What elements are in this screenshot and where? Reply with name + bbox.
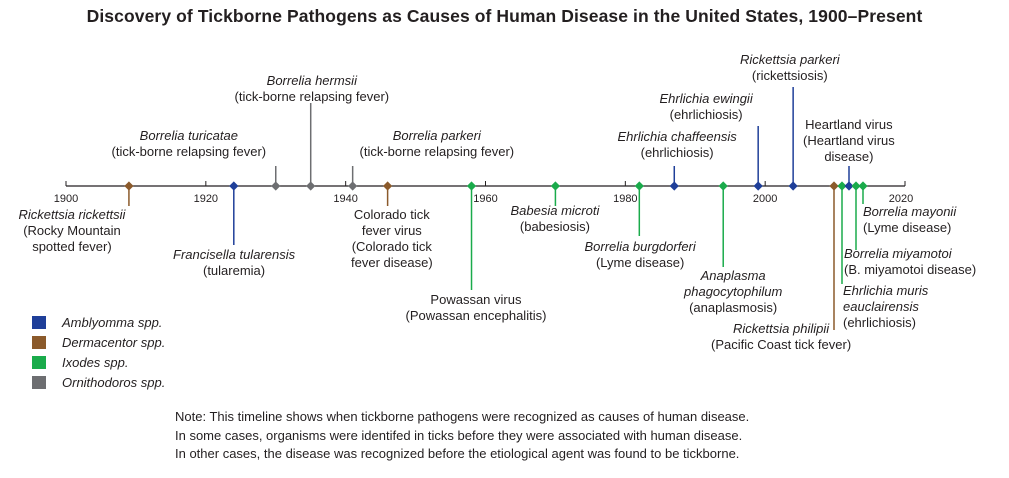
disease-name: (tick-borne relapsing fever) <box>111 144 267 159</box>
event-marker <box>124 181 133 190</box>
axis-tick-label: 1900 <box>53 193 79 205</box>
event-marker <box>754 181 763 190</box>
disease-name: Powassan virus <box>430 292 522 307</box>
disease-name: (tularemia) <box>202 263 266 278</box>
pathogen-name: Francisella tularensis <box>173 247 296 262</box>
legend-swatch-dermacentor <box>32 336 46 349</box>
event-label <box>618 129 737 161</box>
legend-item-ornithodoros <box>32 372 165 392</box>
footnote-line: In some cases, organisms were identifed in ticks before they were associated with human disease. <box>175 427 743 443</box>
pathogen-name: Rickettsia rickettsii <box>18 207 126 222</box>
footnote-line: Note: This timeline shows when tickborne pathogens were recognized as causes of human disease. <box>175 409 750 424</box>
axis-tick-label: 1940 <box>333 193 358 205</box>
event-label <box>112 128 267 160</box>
event-marker <box>789 181 798 190</box>
disease-name: (Heartland virus <box>803 133 895 148</box>
event-label <box>585 239 696 271</box>
disease-name: spotted fever) <box>32 239 112 254</box>
pathogen-name: Ehrlichia chaffeensis <box>617 129 737 144</box>
event-marker <box>383 181 392 190</box>
event-label <box>844 246 976 278</box>
event-label <box>511 203 600 235</box>
disease-name: (Powassan encephalitis) <box>405 308 547 323</box>
disease-name: (tick-borne relapsing fever) <box>359 144 515 159</box>
event-marker <box>467 181 476 190</box>
pathogen-name: Babesia microti <box>510 203 600 218</box>
event-marker <box>229 181 238 190</box>
disease-name: (rickettsiosis) <box>751 68 828 83</box>
legend-item-ixodes <box>32 352 165 372</box>
pathogen-name: Rickettsia philipii <box>733 321 830 336</box>
event-label <box>684 268 782 316</box>
event-label <box>360 128 515 160</box>
legend-label: Amblyomma spp. <box>62 314 163 330</box>
pathogen-name: Borrelia parkeri <box>392 128 481 143</box>
disease-name: Heartland virus <box>805 117 893 132</box>
legend-swatch-amblyomma <box>32 316 46 329</box>
legend-swatch-ornithodoros <box>32 376 46 389</box>
axis-tick-label: 1920 <box>193 193 219 205</box>
disease-name: fever virus <box>361 223 422 238</box>
event-label <box>660 91 753 123</box>
event-marker <box>551 181 560 190</box>
event-label <box>863 204 956 236</box>
axis-tick-label: 1960 <box>473 193 498 205</box>
disease-name: (Lyme disease) <box>863 220 952 235</box>
disease-name: disease) <box>824 149 874 164</box>
event-label <box>711 321 851 353</box>
pathogen-name: Borrelia miyamotoi <box>844 246 952 261</box>
legend-label: Dermacentor spp. <box>62 334 166 350</box>
disease-name: (Lyme disease) <box>595 255 685 270</box>
footnote <box>175 408 749 464</box>
axis-tick-label: 2020 <box>888 193 914 205</box>
event-label <box>173 247 295 279</box>
event-marker <box>858 181 867 190</box>
axis-tick-label: 2000 <box>752 193 778 205</box>
event-marker <box>306 181 315 190</box>
pathogen-name: Borrelia mayonii <box>863 204 957 219</box>
disease-name: (tick-borne relapsing fever) <box>234 89 390 104</box>
event-marker <box>635 181 644 190</box>
page-title: Discovery of Tickborne Pathogens as Causes of Human Disease in the United States, 1900–Present <box>86 6 923 26</box>
legend-swatch-ixodes <box>32 356 46 369</box>
event-marker <box>829 181 838 190</box>
disease-name: (anaplasmosis) <box>689 300 778 315</box>
footnote-line: In other cases, the disease was recognized before the etiological agent was found to be tickborne. <box>175 446 740 461</box>
legend-item-amblyomma <box>32 312 165 332</box>
event-marker <box>348 181 357 190</box>
event-label <box>406 292 547 324</box>
legend-label: Ornithodoros spp. <box>62 374 166 390</box>
event-label <box>19 207 126 255</box>
axis-tick-label: 1980 <box>613 193 638 205</box>
legend-label: Ixodes spp. <box>62 354 129 370</box>
pathogen-name: eauclairensis <box>843 299 919 314</box>
pathogen-name: Borrelia burgdorferi <box>584 239 696 254</box>
disease-name: (babesiosis) <box>519 219 590 234</box>
pathogen-name: Ehrlichia ewingii <box>659 91 753 106</box>
pathogen-name: phagocytophilum <box>684 284 783 299</box>
pathogen-name: Rickettsia parkeri <box>740 52 840 67</box>
disease-name: Colorado tick <box>353 207 430 222</box>
pathogen-name: Ehrlichia muris <box>843 283 929 298</box>
disease-name: (ehrlichiosis) <box>843 315 916 330</box>
event-label <box>351 207 433 271</box>
disease-name: (ehrlichiosis) <box>669 107 743 122</box>
event-marker <box>271 181 280 190</box>
disease-name: (Pacific Coast tick fever) <box>711 337 852 352</box>
event-label <box>843 283 928 331</box>
event-marker <box>670 181 679 190</box>
disease-name: fever disease) <box>351 255 433 270</box>
legend-item-dermacentor <box>32 332 165 352</box>
pathogen-name: Borrelia hermsii <box>266 73 357 88</box>
pathogen-name: Anaplasma <box>700 268 766 283</box>
event-label <box>235 73 390 105</box>
pathogen-name: Borrelia turicatae <box>139 128 238 143</box>
event-marker <box>719 181 728 190</box>
legend <box>32 312 165 392</box>
disease-name: (B. miyamotoi disease) <box>844 262 977 277</box>
event-label <box>740 52 840 84</box>
event-label <box>803 117 895 165</box>
disease-name: (Colorado tick <box>351 239 432 254</box>
disease-name: (ehrlichiosis) <box>640 145 714 160</box>
disease-name: (Rocky Mountain <box>23 223 121 238</box>
